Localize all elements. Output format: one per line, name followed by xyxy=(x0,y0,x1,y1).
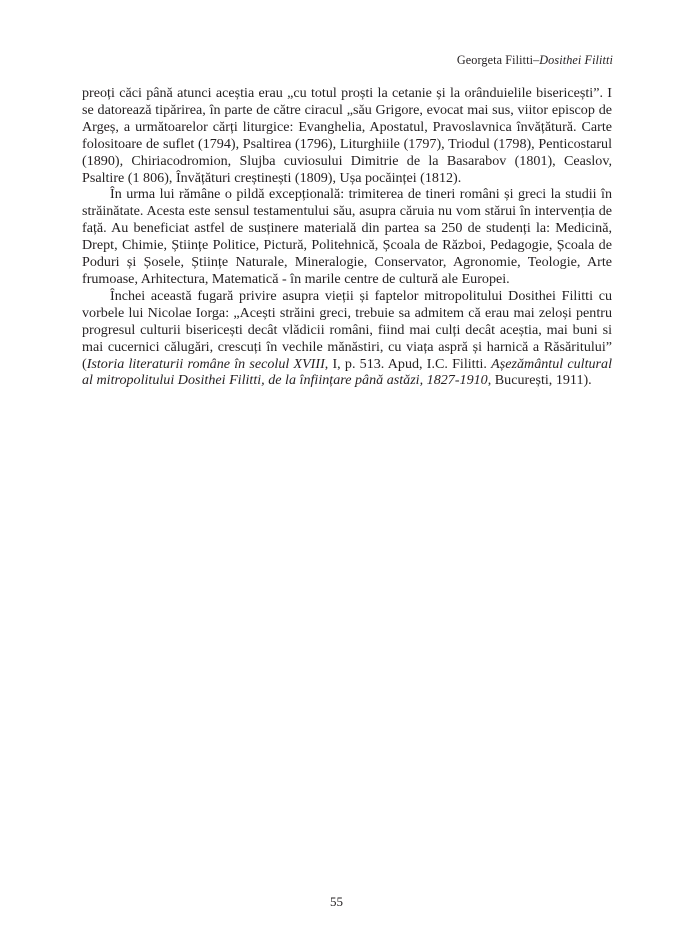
header-title: Dosithei Filitti xyxy=(539,53,613,67)
paragraph-3-text-b: , I, p. 513. Apud, I.C. Filitti. xyxy=(324,355,492,372)
header-author: Georgeta Filitti xyxy=(456,53,534,67)
paragraph-2-text: În urma lui rămâne o pildă excepțională: trimiterea de tineri români și greci la studii în străinătate. Acesta este sensul testamentului său, asupra căruia nu vom stărui în intervenția de față. Au beneficiat astfel de susținere materială din partea sa 250 de studenți la: Medicină, Drept, Chimie, Științe Politice, Pictură, Politehnică, Școala de Război, Pedagogie, Școala de Poduri și Șosele, Științe Naturale, Mineralogie, Conservator, Agronomie, Teologie, Arte frumoase, Arhitectura, Matematică - în marile centre de cultură ale Europei. xyxy=(82,186,612,287)
paragraph-3 xyxy=(82,288,612,389)
running-header xyxy=(457,53,613,68)
body-text xyxy=(82,85,612,389)
paragraph-3-text-c: , București, 1911). xyxy=(487,372,592,389)
cited-work-filitti: Așezământul cultural al mitropolitului Dosithei Filitti, de la înființare până astăzi, 1827-1910 xyxy=(82,355,613,389)
paragraph-3-text-a: Închei această fugară privire asupra vieții și faptelor mitropolitului Dosithei Filitti cu vorbele lui Nicolae Iorga: „Acești străini greci, trebuie sa admitem că erau mai zeloși pentru progresul culturii bisericești decât vlădicii români, fiind mai culți decât aceștia, mai buni si mai cucernici călugări, crescuți în vechile mănăstiri, cu viața aspră și harnică a Răsăritului” ( xyxy=(82,287,612,372)
paragraph-1 xyxy=(82,85,612,186)
header-separator: – xyxy=(533,53,540,67)
cited-work-iorga: Istoria literaturii române în secolul XVIII xyxy=(86,355,325,372)
page-number: 55 xyxy=(330,894,343,909)
paragraph-2 xyxy=(82,186,612,287)
paragraph-1-text: preoți căci până atunci aceștia erau „cu totul proști la cetanie și la orânduielile bisericești”. I se datorează tipărirea, în parte de către ciracul „său Grigore, evocat mai sus, viitor episcop de Argeș, a următoarelor cărți liturgice: Evanghelia, Apostatul, Pravoslavnica învățătură. Carte folositoare de suflet (1794), Psaltirea (1796), Liturghiile (1797), Triodul (1798), Penticostarul (1890), Chiriacodromion, Slujba cuviosului Dimitrie de la Basarabov (1801), Ceaslov, Psaltire (1 806), Învățături creștinești (1809), Ușa pocăinței (1812). xyxy=(82,85,612,186)
